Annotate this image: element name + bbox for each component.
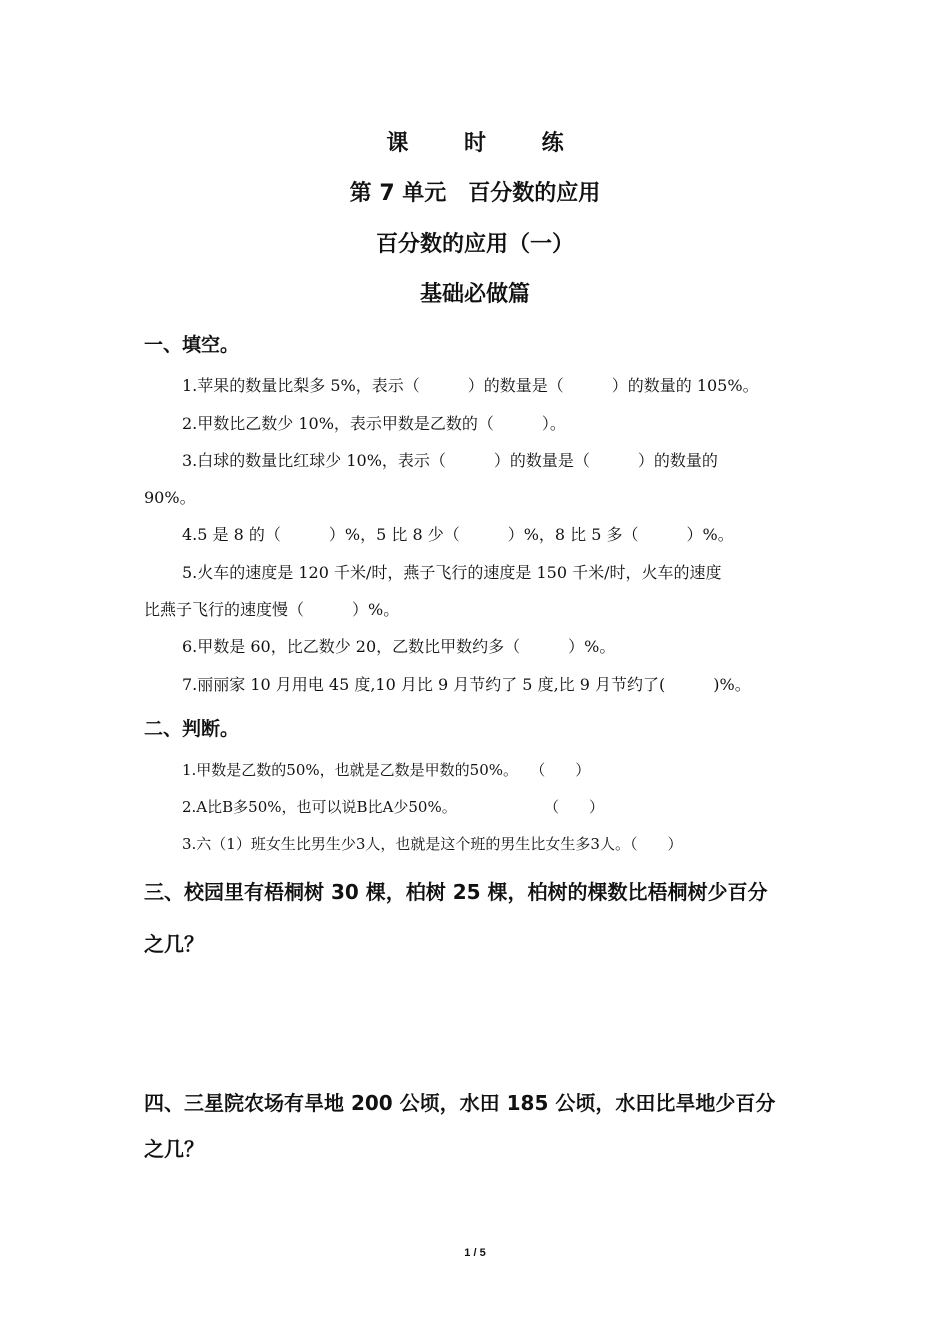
judge-question-1: 1.甲数是乙数的50%，也就是乙数是甲数的50%。 （ ） bbox=[182, 761, 591, 779]
lesson-title: 百分数的应用（一） bbox=[375, 232, 574, 257]
problem-4-line-2: 之几？ bbox=[144, 1137, 204, 1161]
section-judge-heading: 二、判断。 bbox=[144, 718, 240, 740]
problem-3-line-2: 之几？ bbox=[144, 932, 204, 956]
fill-question-2: 2.甲数比乙数少 10%，表示甲数是乙数的（ ）。 bbox=[182, 414, 566, 433]
fill-question-3: 3.白球的数量比红球少 10%，表示（ ）的数量是（ ）的数量的 bbox=[182, 451, 718, 470]
fill-question-4: 4.5 是 8 的（ ）%，5 比 8 少（ ）%，8 比 5 多（ ）%。 bbox=[182, 525, 734, 544]
problem-3-line-1: 三、校园里有梧桐树 30 棵，柏树 25 棵，柏树的棵数比梧桐树少百分 bbox=[144, 880, 768, 904]
fill-question-5-continued: 比燕子飞行的速度慢（ ）%。 bbox=[144, 600, 400, 619]
section-fill-heading: 一、填空。 bbox=[144, 334, 240, 356]
fill-question-7: 7.丽丽家 10 月用电 45 度,10 月比 9 月节约了 5 度,比 9 月节约了( )%。 bbox=[182, 675, 751, 694]
fill-question-3-continued: 90%。 bbox=[144, 488, 196, 507]
fill-question-6: 6.甲数是 60，比乙数少 20，乙数比甲数约多（ ）%。 bbox=[182, 637, 616, 656]
fill-question-1: 1.苹果的数量比梨多 5%，表示（ ）的数量是（ ）的数量的 105%。 bbox=[182, 376, 759, 395]
page-number: 1 / 5 bbox=[464, 1247, 486, 1259]
problem-4-line-1: 四、三星院农场有旱地 200 公顷，水田 185 公顷，水田比旱地少百分 bbox=[144, 1091, 776, 1115]
judge-question-2: 2.A比B多50%，也可以说B比A少50%。 （ ） bbox=[182, 798, 604, 816]
unit-title: 第 7 单元 百分数的应用 bbox=[349, 181, 601, 206]
worksheet-title: 课 时 练 bbox=[386, 131, 588, 156]
judge-question-3: 3.六（1）班女生比男生少3人，也就是这个班的男生比女生多3人。（ ） bbox=[182, 835, 683, 853]
level-title: 基础必做篇 bbox=[419, 282, 530, 307]
fill-question-5: 5.火车的速度是 120 千米/时，燕子飞行的速度是 150 千米/时，火车的速度 bbox=[182, 563, 722, 582]
